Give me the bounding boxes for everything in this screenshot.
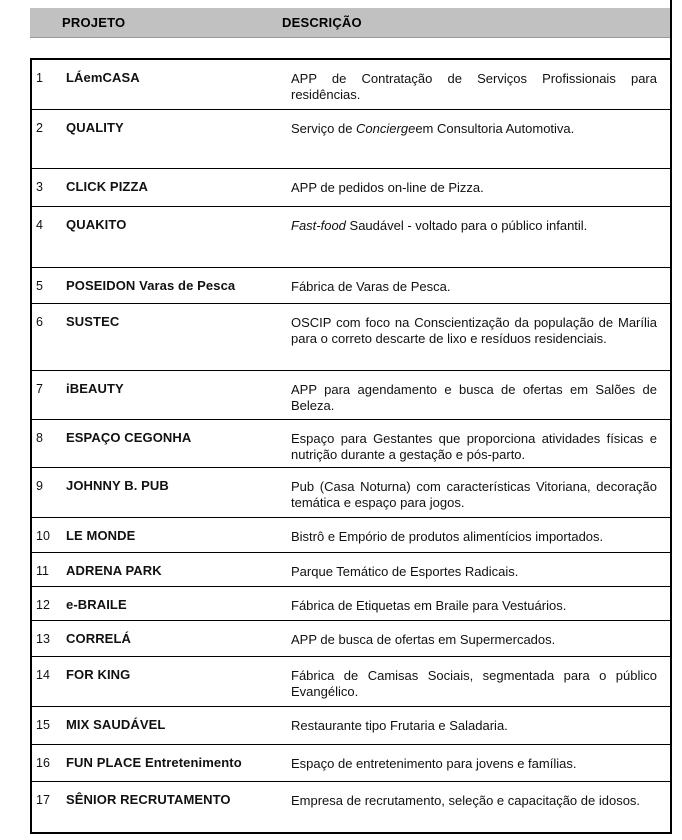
project-description: Bistrô e Empório de produtos alimentícios importados. [291, 528, 604, 544]
row-number: 8 [36, 430, 43, 445]
row-number: 17 [36, 792, 50, 807]
header-projeto-label: PROJETO [62, 15, 126, 30]
project-name: CLICK PIZZA [66, 178, 148, 194]
row-number: 16 [36, 755, 50, 770]
project-description: OSCIP com foco na Conscientização da população de Marília para o correto descarte de lixo e resíduos residenciais. [291, 314, 657, 346]
project-name: JOHNNY B. PUB [66, 477, 169, 493]
row-number: 15 [36, 717, 50, 732]
project-name: FUN PLACE Entretenimento [66, 754, 242, 770]
project-name: POSEIDON Varas de Pesca [66, 277, 236, 293]
project-description: Serviço de Conciergeem Consultoria Automotiva. [291, 120, 575, 136]
project-description: Restaurante tipo Frutaria e Saladaria. [291, 717, 508, 733]
project-name: ADRENA PARK [66, 562, 162, 578]
project-name: SUSTEC [66, 313, 120, 329]
project-description: Parque Temático de Esportes Radicais. [291, 563, 519, 579]
project-description: APP de busca de ofertas em Supermercados. [291, 631, 556, 647]
project-description: APP para agendamento e busca de ofertas em Salões de Beleza. [291, 381, 657, 413]
project-description: APP de Contratação de Serviços Profissionais para residências. [291, 71, 657, 102]
table-row [31, 206, 671, 267]
row-number: 4 [36, 217, 43, 232]
project-description: APP de pedidos on-line de Pizza. [291, 179, 484, 195]
outer-right-border [670, 0, 672, 60]
project-name: FOR KING [66, 666, 131, 682]
projects-table-body [31, 59, 671, 833]
table-row [31, 168, 671, 206]
project-name: e-BRAILE [66, 596, 127, 612]
table-row [31, 419, 671, 467]
row-number: 10 [36, 528, 50, 543]
project-description: Pub (Casa Noturna) com características Vitoriana, decoração temática e espaço para jogos. [291, 478, 657, 510]
row-number: 9 [36, 478, 43, 493]
project-name: LÁemCASA [66, 70, 140, 85]
projects-table [30, 58, 672, 834]
table-row [31, 744, 671, 781]
project-name: QUALITY [66, 119, 124, 135]
row-number: 5 [36, 278, 43, 293]
row-number: 11 [36, 563, 49, 578]
project-description: Fábrica de Camisas Sociais, segmentada para o público Evangélico. [291, 667, 657, 699]
project-name: iBEAUTY [66, 380, 124, 396]
table-header-bar [30, 8, 670, 38]
project-description: Fábrica de Etiquetas em Braile para Vestuários. [291, 597, 567, 613]
row-number: 6 [36, 314, 43, 329]
table-row [31, 517, 671, 552]
project-name: ESPAÇO CEGONHA [66, 429, 192, 445]
table-row [31, 109, 671, 168]
project-description: Espaço de entretenimento para jovens e famílias. [291, 755, 577, 771]
table-row [31, 267, 671, 303]
project-description: Fábrica de Varas de Pesca. [291, 278, 451, 294]
row-number: 1 [36, 71, 43, 85]
project-name: MIX SAUDÁVEL [66, 716, 166, 732]
table-row [31, 552, 671, 586]
row-number: 14 [36, 667, 50, 682]
project-description: Empresa de recrutamento, seleção e capacitação de idosos. [291, 792, 641, 808]
header-descricao-label: DESCRIÇÃO [282, 15, 362, 30]
row-number: 7 [36, 381, 43, 396]
table-row [31, 467, 671, 517]
project-name: CORRELÁ [66, 630, 131, 646]
project-description: Espaço para Gestantes que proporciona atividades físicas e nutrição durante a gestação e pós-parto. [291, 430, 657, 462]
row-number: 2 [36, 120, 43, 135]
table-row [31, 706, 671, 744]
row-number: 12 [36, 597, 50, 612]
table-row [31, 303, 671, 370]
table-row [31, 586, 671, 620]
project-name: LE MONDE [66, 527, 136, 543]
table-row [31, 620, 671, 656]
table-row [31, 59, 671, 109]
row-number: 3 [36, 179, 43, 194]
project-name: QUAKITO [66, 216, 127, 232]
row-number: 13 [36, 631, 50, 646]
table-row [31, 781, 671, 833]
table-row [31, 656, 671, 706]
table-row [31, 370, 671, 419]
project-name: SÊNIOR RECRUTAMENTO [66, 791, 231, 807]
project-description: Fast-food Saudável - voltado para o público infantil. [291, 217, 588, 233]
